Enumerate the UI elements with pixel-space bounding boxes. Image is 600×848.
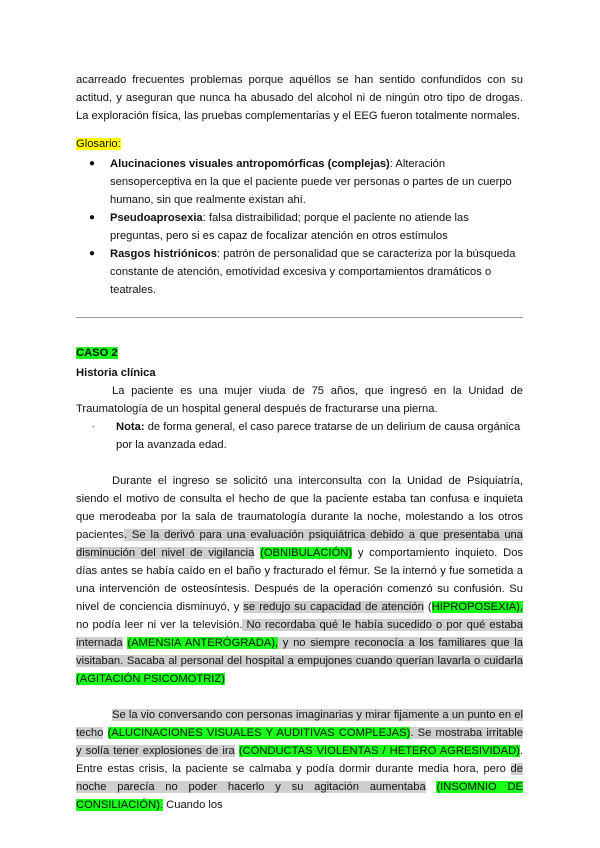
note-label: Nota: bbox=[116, 421, 145, 433]
intro-paragraph: acarreado frecuentes problemas porque aquéllos se han sentido confundidos con su actitud, y aseguran que nunca ha abusado del alcohol ni de ningún otro tipo de drogas. La exploración física, las pruebas complementarias y el EEG fueron totalmente normales. bbox=[76, 74, 523, 122]
text-run: . Entre estas crisis, la paciente se calmaba y podía dormir durante media hora, pero bbox=[76, 745, 524, 775]
highlight-gray: . Se mostraba irritable y solía tener explosiones de ira bbox=[76, 727, 524, 757]
highlight-gray: Se la vio conversando con personas imaginarias y mirar fijamente a un punto en el techo bbox=[76, 709, 523, 739]
case-intro: La paciente es una mujer viuda de 75 años, que ingresó en la Unidad de Traumatología de un hospital general después de fracturarse una pierna. bbox=[76, 385, 523, 415]
glossary-definition: : falsa distraibilidad; porque el paciente no atiende las preguntas, pero si es capaz de focalizar atención en otros estímulos bbox=[110, 212, 469, 242]
glossary-title-highlight: Glosario: bbox=[76, 138, 121, 150]
glossary-definition: : patrón de personalidad que se caracteriza por la búsqueda constante de atención, emotividad excesiva y comportamientos dramáticos o teatrales. bbox=[110, 248, 516, 296]
bullet-icon: ● bbox=[89, 248, 96, 259]
case-paragraph-1 bbox=[76, 472, 523, 688]
highlight-green: (ALUCINACIONES VISUALES Y AUDITIVAS COMPLEJAS) bbox=[107, 727, 411, 739]
bullet-icon: ● bbox=[89, 158, 96, 169]
case-paragraph-2 bbox=[76, 706, 523, 814]
highlight-gray: de noche parecía no poder hacerlo y su agitación aumentaba bbox=[76, 763, 523, 793]
glossary-term: Rasgos histriónicos bbox=[110, 248, 217, 260]
highlight-green: HIPROPOSEXIA), bbox=[431, 601, 523, 613]
text-run: y comportamiento inquieto. Dos días antes se había caído en el baño y fracturado el fémur. Se la internó y fue sometida a una intervención de osteosíntesis. Después de la operación comenzó su confusión. Su nivel de conciencia disminuyó, y bbox=[76, 547, 524, 613]
highlight-green: (OBNIBULACIÓN) bbox=[260, 547, 353, 559]
case-note bbox=[76, 418, 523, 454]
history-heading: Historia clínica bbox=[76, 367, 156, 379]
highlight-green: (CONDUCTAS VIOLENTAS / HETERO AGRESIVIDAD) bbox=[238, 745, 520, 757]
highlight-gray: Sacaba al personal del hospital a empujones cuando querían lavarla o cuidarla bbox=[123, 655, 523, 667]
glossary-definition: : Alteración sensoperceptiva en la que el paciente puede ver personas o partes de un cuerpo humano, sin que realmente existan ahí. bbox=[110, 158, 512, 206]
text-run bbox=[103, 727, 107, 739]
glossary-term: Pseudoaprosexia bbox=[110, 212, 203, 224]
spacer bbox=[76, 454, 523, 472]
text-run bbox=[426, 781, 437, 793]
note-marker-icon: · bbox=[92, 421, 95, 431]
document-page bbox=[76, 71, 523, 814]
glossary-term: Alucinaciones visuales antropomórficas (complejas) bbox=[110, 158, 390, 170]
highlight-gray: No recordaba qué le había sucedido o por qué estaba internada bbox=[76, 619, 524, 649]
highlight-gray: se redujo su capacidad de atención bbox=[243, 601, 424, 613]
highlight-green: (INSOMNIO DE CONSILIACIÓN). bbox=[76, 781, 524, 811]
glossary-item bbox=[89, 209, 523, 245]
highlight-green: (AMENSIA ANTERÓGRADA), bbox=[127, 637, 279, 649]
glossary-item bbox=[89, 155, 523, 209]
text-run: ( bbox=[423, 601, 432, 613]
glossary-item bbox=[89, 245, 523, 299]
note-text: de forma general, el caso parece tratarse de un delirium de causa orgánica por la avanzada edad. bbox=[116, 421, 521, 451]
highlight-gray: . Se la derivó para una evaluación psiquiátrica debido a que presentaba una disminución del nivel de vigilancia bbox=[76, 529, 523, 559]
text-run: Cuando los bbox=[163, 799, 223, 811]
highlight-green: (AGITACIÓN PSICOMOTRIZ) bbox=[76, 673, 225, 685]
spacer bbox=[76, 688, 523, 706]
section-divider bbox=[76, 317, 523, 318]
highlight-gray: y no siempre reconocía a los familiares que la visitaban. bbox=[76, 637, 523, 667]
bullet-icon: ● bbox=[89, 212, 96, 223]
glossary-list bbox=[76, 155, 523, 299]
text-run: no podía leer ni ver la televisión. bbox=[76, 619, 243, 631]
case-title-highlight: CASO 2 bbox=[76, 347, 118, 359]
case-title bbox=[76, 344, 523, 362]
glossary-title bbox=[76, 135, 523, 153]
text-run: Durante el ingreso se solicitó una interconsulta con la Unidad de Psiquiatría, siendo el motivo de consulta el hecho de que la paciente estaba tan confusa e inquieta que merodeaba por la sala de traumatología durante la noche, molestando a los otros pacientes bbox=[76, 475, 523, 541]
